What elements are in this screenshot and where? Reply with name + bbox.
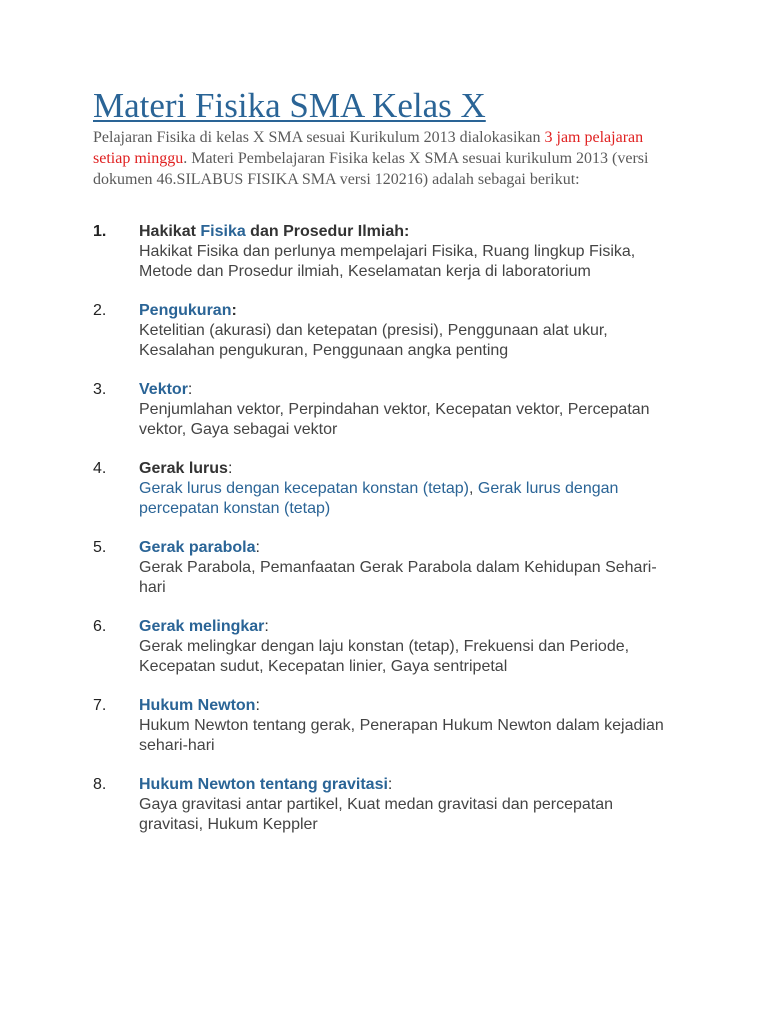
item-heading: [139, 459, 733, 479]
list-item: [93, 459, 733, 518]
item-heading: [139, 696, 733, 716]
item-number: 4.: [93, 460, 107, 477]
item-heading: [139, 222, 733, 242]
item-number: 2.: [93, 302, 107, 319]
item-heading: [139, 301, 733, 321]
description-link[interactable]: Gerak lurus dengan percepatan konstan (tetap): [139, 480, 619, 517]
heading-link[interactable]: Hukum Newton tentang gravitasi: [139, 776, 388, 793]
heading-suffix: :: [264, 618, 269, 635]
heading-link[interactable]: Fisika: [200, 223, 246, 240]
item-number: 8.: [93, 776, 107, 793]
heading-text: Gerak lurus: [139, 460, 228, 477]
heading-text: dan Prosedur Ilmiah:: [245, 223, 410, 240]
page-title[interactable]: Materi Fisika SMA Kelas X: [93, 86, 486, 125]
description-separator: ,: [468, 480, 478, 497]
heading-link[interactable]: Gerak parabola: [139, 539, 256, 556]
item-number: 3.: [93, 381, 107, 398]
heading-suffix: :: [227, 460, 233, 477]
item-description: Ketelitian (akurasi) dan ketepatan (presisi), Penggunaan alat ukur, Kesalahan pengukuran, Penggunaan angka penting: [139, 322, 608, 359]
intro-highlight: 3 jam pelajaran setiap minggu: [93, 129, 644, 167]
list-item: [93, 617, 733, 676]
heading-link[interactable]: Hukum Newton: [139, 697, 256, 714]
heading-link[interactable]: Pengukuran: [139, 302, 232, 319]
intro-text-1: Pelajaran Fisika di kelas X SMA sesuai Kurikulum 2013 dialokasikan: [93, 129, 545, 146]
list-item: [93, 538, 733, 597]
item-heading: [139, 380, 733, 400]
list-item: [93, 775, 733, 834]
heading-text: Hakikat: [139, 223, 201, 240]
item-description: [139, 479, 679, 518]
list-item: [93, 301, 733, 360]
item-number: 5.: [93, 539, 107, 556]
item-number: 1.: [93, 223, 107, 240]
document-page: [93, 86, 733, 854]
heading-suffix: :: [231, 302, 237, 319]
item-heading: [139, 775, 733, 795]
heading-suffix: :: [255, 539, 260, 556]
intro-paragraph: [93, 127, 673, 190]
item-description: Gaya gravitasi antar partikel, Kuat medan gravitasi dan percepatan gravitasi, Hukum Keppler: [139, 796, 614, 833]
list-item: [93, 380, 733, 439]
intro-text-2: . Materi Pembelajaran Fisika kelas X SMA sesuai kurikulum 2013 (versi dokumen 46.SILABUS FISIKA SMA versi 120216) adalah sebagai berikut:: [93, 150, 649, 188]
list-item: [93, 222, 733, 281]
heading-link[interactable]: Gerak melingkar: [139, 618, 265, 635]
item-number: 6.: [93, 618, 107, 635]
item-heading: [139, 617, 733, 637]
item-description: Hakikat Fisika dan perlunya mempelajari Fisika, Ruang lingkup Fisika, Metode dan Prosedur ilmiah, Keselamatan kerja di laboratorium: [139, 243, 636, 280]
item-description: Gerak melingkar dengan laju konstan (tetap), Frekuensi dan Periode, Kecepatan sudut, Kecepatan linier, Gaya sentripetal: [139, 638, 630, 675]
item-description: Gerak Parabola, Pemanfaatan Gerak Parabola dalam Kehidupan Sehari-hari: [139, 559, 657, 596]
item-description: Penjumlahan vektor, Perpindahan vektor, Kecepatan vektor, Percepatan vektor, Gaya sebagai vektor: [139, 401, 650, 438]
list-item: [93, 696, 733, 755]
heading-suffix: :: [187, 381, 193, 398]
heading-link[interactable]: Vektor: [139, 381, 188, 398]
item-number: 7.: [93, 697, 107, 714]
item-heading: [139, 538, 733, 558]
heading-suffix: :: [255, 697, 260, 714]
topic-list: [93, 222, 733, 834]
description-link[interactable]: Gerak lurus dengan kecepatan konstan (tetap): [139, 480, 469, 497]
item-description: Hukum Newton tentang gerak, Penerapan Hukum Newton dalam kejadian sehari-hari: [139, 717, 664, 754]
heading-suffix: :: [387, 776, 393, 793]
